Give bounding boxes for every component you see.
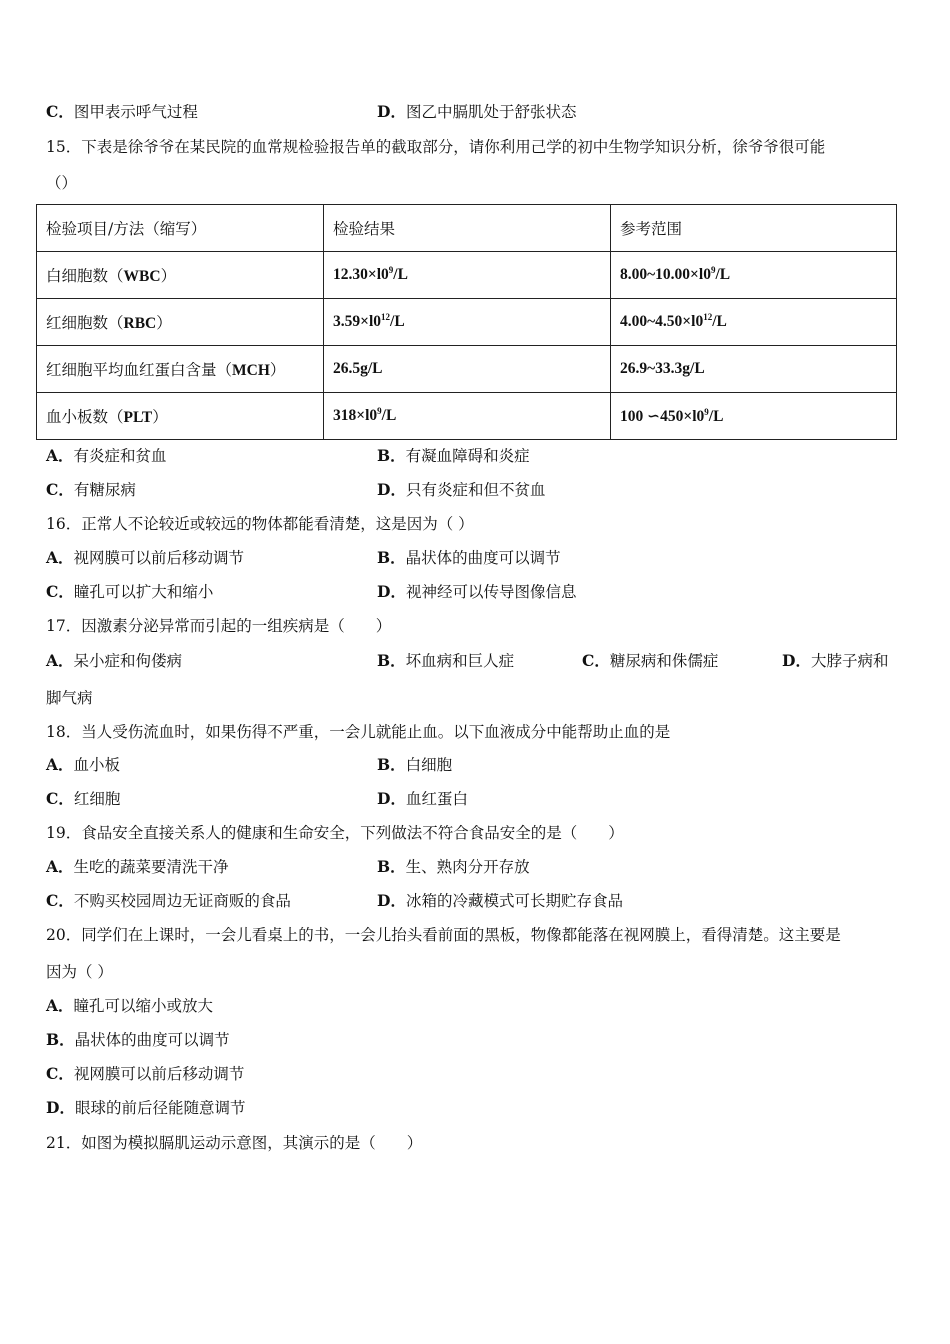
option-letter: C． bbox=[46, 891, 74, 910]
item-paren: ） bbox=[160, 267, 177, 285]
q15-option-c bbox=[46, 480, 136, 500]
ref-unit: /L bbox=[715, 266, 731, 283]
option-letter: A． bbox=[46, 548, 74, 567]
q19-stem: 19．食品安全直接关系人的健康和生命安全，下列做法不符合食品安全的是（ ） bbox=[46, 824, 624, 842]
result-wbc bbox=[324, 252, 611, 299]
option-text: 血红蛋白 bbox=[405, 790, 468, 808]
result-mch bbox=[324, 346, 611, 393]
option-text: 红细胞 bbox=[73, 790, 121, 808]
q19-option-a bbox=[46, 857, 229, 877]
q19-option-d bbox=[377, 891, 623, 911]
ref-wbc bbox=[611, 252, 897, 299]
ref-mch bbox=[611, 346, 897, 393]
item-name: 红细胞平均血红蛋白含量（ bbox=[46, 361, 233, 379]
q20-stem-line2: 因为（ ） bbox=[46, 963, 113, 981]
header-reference: 参考范围 bbox=[611, 205, 897, 252]
q17-option-b bbox=[377, 651, 514, 671]
q18-option-d bbox=[377, 789, 468, 809]
q16-option-a bbox=[46, 548, 244, 568]
result-unit: /L bbox=[390, 313, 405, 330]
option-letter: D． bbox=[46, 1098, 75, 1117]
option-text: 有炎症和贫血 bbox=[73, 447, 167, 465]
q16-option-d bbox=[377, 582, 576, 602]
item-rbc bbox=[37, 299, 324, 346]
option-letter: B． bbox=[377, 651, 406, 670]
option-text: 眼球的前后径能随意调节 bbox=[74, 1099, 246, 1117]
option-letter: D． bbox=[377, 582, 406, 601]
option-text: 视神经可以传导图像信息 bbox=[405, 583, 577, 601]
ref-rbc bbox=[611, 299, 897, 346]
table-row-rbc bbox=[37, 299, 897, 346]
header-result: 检验结果 bbox=[324, 205, 611, 252]
option-letter: B． bbox=[377, 857, 406, 876]
q18-stem: 18．当人受伤流血时，如果伤得不严重，一会儿就能止血。以下血液成分中能帮助止血的是 bbox=[46, 723, 671, 741]
ref-unit: /L bbox=[708, 408, 724, 425]
q17-option-d bbox=[782, 651, 888, 671]
item-wbc bbox=[37, 252, 324, 299]
option-letter: A． bbox=[46, 755, 74, 774]
item-abbr: MCH bbox=[232, 362, 270, 379]
result-rbc bbox=[324, 299, 611, 346]
q18-option-a bbox=[46, 755, 120, 775]
option-letter: A． bbox=[46, 446, 74, 465]
option-text: 不购买校园周边无证商贩的食品 bbox=[73, 892, 291, 910]
option-letter: D． bbox=[377, 891, 406, 910]
item-name: 红细胞数（ bbox=[46, 314, 124, 332]
option-text: 只有炎症和但不贫血 bbox=[405, 481, 546, 499]
option-letter: D． bbox=[377, 789, 406, 808]
q14-option-d-letter: D． bbox=[377, 102, 406, 121]
result-value: 318×l0 bbox=[333, 407, 378, 424]
result-value: 12.30×l0 bbox=[333, 266, 389, 283]
table-row-plt bbox=[37, 393, 897, 440]
option-letter: C． bbox=[46, 582, 74, 601]
q21-stem: 21．如图为模拟膈肌运动示意图，其演示的是（ ） bbox=[46, 1134, 423, 1152]
option-letter: A． bbox=[46, 651, 74, 670]
result-exponent: 12 bbox=[381, 312, 391, 322]
option-text: 有凝血障碍和炎症 bbox=[405, 447, 530, 465]
q15-stem-line1: 15．下表是徐爷爷在某民院的血常规检验报告单的截取部分，请你利用己学的初中生物学知识分析，徐爷爷很可能 bbox=[46, 138, 826, 156]
q18-option-b bbox=[377, 755, 452, 775]
option-text: 瞳孔可以缩小或放大 bbox=[73, 997, 214, 1015]
ref-value: 4.00~4.50×l0 bbox=[620, 313, 704, 330]
option-text: 大脖子病和 bbox=[810, 652, 889, 670]
q17-stem: 17．因激素分泌异常而引起的一组疾病是（ ） bbox=[46, 617, 392, 635]
option-letter: B． bbox=[46, 1030, 75, 1049]
item-name: 血小板数（ bbox=[46, 408, 124, 426]
option-letter: C． bbox=[46, 1064, 74, 1083]
result-unit: /L bbox=[381, 407, 397, 424]
item-plt bbox=[37, 393, 324, 440]
q19-option-c bbox=[46, 891, 291, 911]
option-letter: B． bbox=[377, 755, 406, 774]
q20-option-c bbox=[46, 1064, 244, 1084]
ref-value: 8.00~10.00×l0 bbox=[620, 266, 711, 283]
ref-value: 100 ∽450×l0 bbox=[620, 408, 705, 425]
option-letter: A． bbox=[46, 996, 74, 1015]
q17-option-c bbox=[582, 651, 718, 671]
option-text: 生、熟肉分开存放 bbox=[405, 858, 530, 876]
option-text: 有糖尿病 bbox=[73, 481, 136, 499]
ref-exponent: 12 bbox=[703, 312, 713, 322]
option-letter: B． bbox=[377, 548, 406, 567]
header-item: 检验项目/方法（缩写） bbox=[37, 205, 324, 252]
q14-option-d-text: 图乙中膈肌处于舒张状态 bbox=[405, 103, 577, 121]
item-abbr: RBC bbox=[123, 315, 157, 332]
item-paren: ） bbox=[269, 361, 286, 379]
table-header-row bbox=[37, 205, 897, 252]
q16-option-c bbox=[46, 582, 213, 602]
result-value: 26.5g/L bbox=[333, 360, 383, 377]
q16-stem: 16．正常人不论较近或较远的物体都能看清楚，这是因为（ ） bbox=[46, 515, 474, 533]
q15-option-a bbox=[46, 446, 167, 466]
q14-option-d bbox=[377, 102, 576, 122]
option-text: 视网膜可以前后移动调节 bbox=[73, 549, 245, 567]
item-mch bbox=[37, 346, 324, 393]
option-text: 血小板 bbox=[73, 756, 121, 774]
item-paren: ） bbox=[152, 408, 168, 426]
option-letter: B． bbox=[377, 446, 406, 465]
option-text: 晶状体的曲度可以调节 bbox=[405, 549, 561, 567]
q17-option-a bbox=[46, 651, 182, 671]
option-text: 呆小症和佝偻病 bbox=[73, 652, 183, 670]
ref-unit: /L bbox=[712, 313, 727, 330]
q15-option-b bbox=[377, 446, 530, 466]
option-letter: A． bbox=[46, 857, 74, 876]
option-text: 白细胞 bbox=[405, 756, 453, 774]
item-paren: ） bbox=[156, 314, 172, 332]
q15-stem-line2: （） bbox=[46, 174, 78, 192]
ref-exponent: 9 bbox=[704, 407, 709, 417]
result-unit: /L bbox=[393, 266, 408, 283]
q18-option-c bbox=[46, 789, 120, 809]
blood-test-table bbox=[36, 204, 897, 440]
option-letter: D． bbox=[782, 651, 811, 670]
q20-option-a bbox=[46, 996, 213, 1016]
q14-option-c-letter: C． bbox=[46, 102, 74, 121]
option-letter: C． bbox=[46, 480, 74, 499]
q20-option-d bbox=[46, 1098, 245, 1118]
q14-option-c bbox=[46, 102, 198, 122]
item-abbr: WBC bbox=[123, 268, 161, 285]
option-text: 晶状体的曲度可以调节 bbox=[74, 1031, 230, 1049]
option-text: 坏血病和巨人症 bbox=[405, 652, 515, 670]
q16-option-b bbox=[377, 548, 561, 568]
q20-stem-line1: 20．同学们在上课时，一会儿看桌上的书，一会儿抬头看前面的黑板，物像都能落在视网膜上，看得清楚。这主要是 bbox=[46, 926, 841, 944]
result-exponent: 9 bbox=[377, 406, 382, 416]
q17-option-d-continued: 脚气病 bbox=[46, 689, 93, 707]
table-row-wbc bbox=[37, 252, 897, 299]
q20-option-b bbox=[46, 1030, 230, 1050]
option-text: 生吃的蔬菜要清洗干净 bbox=[73, 858, 229, 876]
result-exponent: 9 bbox=[388, 265, 394, 275]
option-text: 瞳孔可以扩大和缩小 bbox=[73, 583, 214, 601]
result-value: 3.59×l0 bbox=[333, 313, 382, 330]
ref-plt bbox=[611, 393, 897, 440]
q14-option-c-text: 图甲表示呼气过程 bbox=[73, 103, 198, 121]
q15-option-d bbox=[377, 480, 545, 500]
option-text: 视网膜可以前后移动调节 bbox=[73, 1065, 245, 1083]
table-row-mch bbox=[37, 346, 897, 393]
option-letter: C． bbox=[582, 651, 610, 670]
option-letter: C． bbox=[46, 789, 74, 808]
option-text: 糖尿病和侏儒症 bbox=[609, 652, 719, 670]
q19-option-b bbox=[377, 857, 530, 877]
item-abbr: PLT bbox=[123, 409, 153, 426]
ref-exponent: 9 bbox=[710, 265, 716, 275]
option-letter: D． bbox=[377, 480, 406, 499]
item-name: 白细胞数（ bbox=[46, 267, 124, 285]
ref-value: 26.9~33.3g/L bbox=[620, 360, 705, 377]
result-plt bbox=[324, 393, 611, 440]
option-text: 冰箱的冷藏模式可长期贮存食品 bbox=[405, 892, 623, 910]
